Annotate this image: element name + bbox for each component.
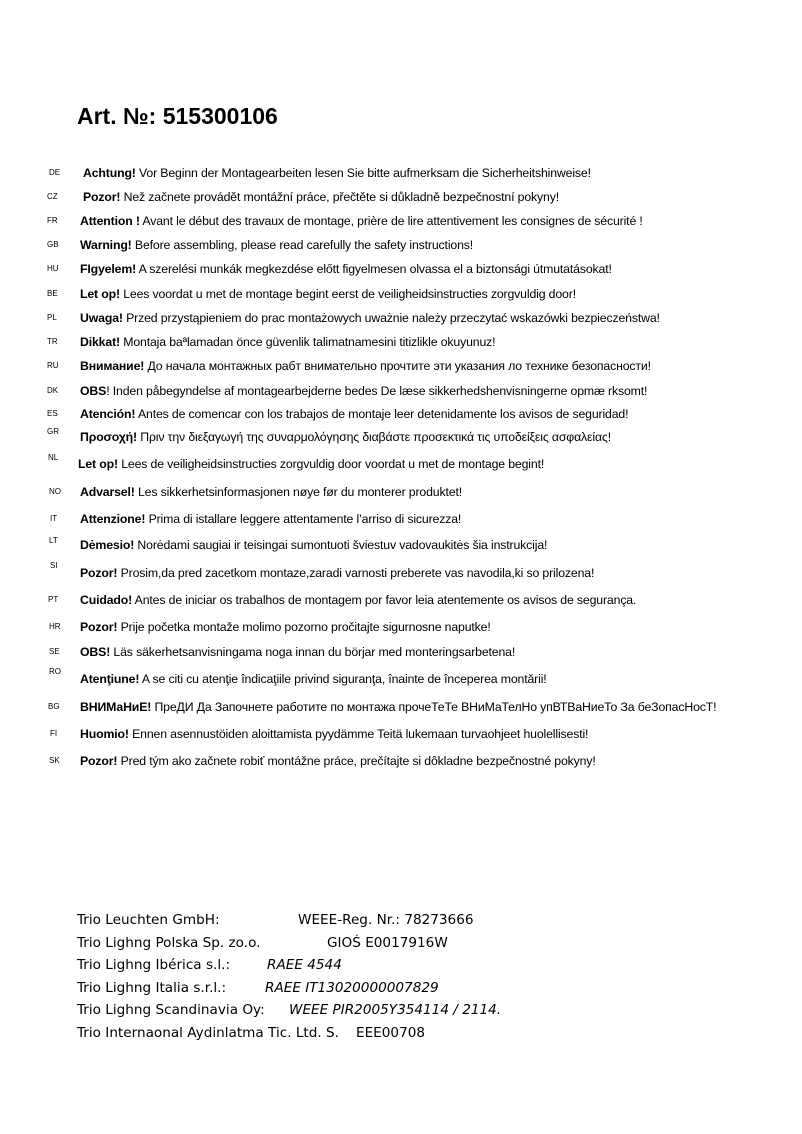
registration-number: GIOŚ E0017916W	[327, 934, 448, 951]
language-code: GR	[47, 427, 59, 436]
warning-text	[80, 335, 495, 349]
warning-message: Przed przystąpieniem do prac montażowych uważnie należy przeczytać wskazówki bezpieczeństwa!	[122, 311, 660, 325]
warning-text	[80, 287, 576, 301]
warning-text	[80, 430, 611, 444]
warning-row-es	[0, 407, 802, 427]
language-code: RO	[49, 667, 61, 676]
warning-row-cz	[0, 190, 802, 210]
warning-row-pt	[0, 593, 802, 613]
language-code: IT	[50, 514, 58, 523]
language-code: RU	[47, 361, 59, 370]
warning-row-hu	[0, 262, 802, 282]
warning-keyword: Cuidado!	[80, 593, 133, 607]
warning-keyword: Pozor!	[80, 754, 118, 768]
warning-text	[80, 262, 612, 276]
warning-row-it	[0, 512, 802, 532]
company-name: Trio Lighng Italia s.r.l.:	[77, 979, 227, 996]
warning-text	[80, 359, 651, 373]
language-code: PT	[48, 595, 59, 604]
warning-message: Vor Beginn der Montagearbeiten lesen Sie bitte aufmerksam die Sicherheitshinweise!	[135, 166, 591, 180]
registration-number: EEE00708	[356, 1024, 426, 1041]
warning-row-si	[0, 561, 802, 586]
warning-message: Prima di istallare leggere attentamente l’arriso di sicurezza!	[145, 512, 462, 526]
warning-row-ro	[0, 667, 802, 692]
warning-text	[80, 593, 636, 607]
warning-text	[80, 727, 588, 741]
warning-text	[78, 457, 544, 471]
warning-message: Les sikkerhetsinformasjonen nøye før du monterer produktet!	[134, 485, 462, 499]
warning-text	[80, 645, 515, 659]
language-code: PL	[47, 313, 57, 322]
warning-keyword: Attenzione!	[80, 512, 146, 526]
warning-message: Avant le début des travaux de montage, prière de lire attentivement les consignes de sécurité !	[139, 214, 643, 228]
warning-row-no	[0, 485, 802, 505]
company-name: Trio Lighng Scandinavia Oy:	[77, 1002, 265, 1018]
warning-message: A se citi cu atenţie îndicaţiile privind siguranţa, înainte de începerea montării!	[139, 672, 547, 686]
warning-keyword: Pozor!	[83, 190, 121, 204]
warning-text	[80, 620, 491, 634]
warning-text	[80, 700, 716, 714]
page-title: Art. №: 515300106	[77, 103, 278, 129]
warning-row-gr	[0, 427, 802, 450]
language-code: HR	[49, 622, 61, 631]
warning-row-tr	[0, 335, 802, 355]
warning-message: Prije početka montaže molimo pozorno pročitajte sigurnosne naputke!	[117, 620, 491, 634]
language-code: HU	[47, 264, 59, 273]
warning-message: A szerelési munkák megkezdése előtt figyelmesen olvassa el a biztonsági útmutatásokat!	[136, 262, 612, 276]
warning-keyword: FIgyelem!	[80, 262, 137, 276]
warning-message: Než začnete provádět montážní práce, přečtěte si důkladně bezpečnostní pokyny!	[120, 190, 559, 204]
warning-row-dk	[0, 384, 802, 404]
warning-text	[83, 190, 559, 204]
warning-message: Antes de iniciar os trabalhos de montagem por favor leia atentemente os avisos de segurança.	[132, 593, 637, 607]
warning-row-fr	[0, 214, 802, 234]
warning-message: До начала монтажных рабт внимательно прочтите эти указания ло технике безопасности!	[144, 359, 651, 373]
company-name: Trio Leuchten GmbH:	[77, 912, 220, 928]
warning-message: Antes de comencar con los trabajos de montaje leer detenidamente los avisos de seguridad!	[135, 407, 629, 421]
warning-text	[80, 214, 643, 228]
language-code: BG	[48, 702, 60, 711]
language-code: ES	[47, 409, 58, 418]
language-code: FR	[47, 216, 58, 225]
warning-text	[80, 566, 594, 580]
warning-message: Montaja baªlamadan önce güvenlik talimatnamesini titizlikle okuyunuz!	[119, 335, 496, 349]
warning-row-ru	[0, 359, 802, 379]
company-name: Trio Lighng Ibérica s.l.:	[77, 957, 231, 973]
warning-message: Lees voordat u met de montage begint eerst de veiligheidsinstructies zorgvuldig door!	[119, 287, 576, 301]
warning-message: Before assembling, please read carefully the safety instructions!	[131, 238, 474, 252]
warning-keyword: Внимание!	[80, 359, 145, 373]
warning-keyword: Attention !	[80, 214, 140, 228]
registration-number: WEEE PIR2005Y354114 / 2114.	[289, 1002, 502, 1018]
registration-number: RAEE 4544	[267, 957, 342, 973]
language-code: NL	[48, 453, 59, 462]
warning-row-de	[0, 166, 802, 186]
registration-number: WEEE-Reg. Nr.: 78273666	[298, 912, 474, 928]
warning-keyword: Achtung!	[83, 166, 136, 180]
company-name: Trio Lighng Polska Sp. zo.o.	[77, 934, 261, 951]
warning-row-hr	[0, 620, 802, 640]
warning-row-fi	[0, 727, 802, 747]
language-code: SE	[49, 647, 60, 656]
warning-keyword: Atención!	[80, 407, 136, 421]
warning-keyword: Pozor!	[80, 620, 118, 634]
registration-number: RAEE IT13020000007829	[265, 979, 439, 996]
warning-keyword: Let op!	[78, 457, 118, 471]
warning-message: Lees de veiligheidsinstructies zorgvuldig door voordat u met de montage begint!	[117, 457, 545, 471]
language-code: FI	[50, 729, 58, 738]
warning-keyword: OBS	[80, 384, 107, 398]
warning-keyword: OBS!	[80, 645, 111, 659]
language-code: NO	[49, 487, 61, 496]
warning-message: Läs säkerhetsanvisningama noga innan du börjar med monteringsarbetena!	[110, 645, 516, 659]
warning-keyword: Warning!	[80, 238, 132, 252]
warning-row-nl	[0, 453, 802, 477]
warning-message: Pred tým ako začnete robiť montážne práce, prečítajte si dôkladne bezpečnostné pokyny!	[117, 754, 596, 768]
warning-text	[80, 485, 462, 499]
warning-message: Norėdami saugiai ir teisingai sumontuoti šviestuv vadovaukitės šia instrukcija!	[134, 538, 548, 552]
language-code: TR	[47, 337, 58, 346]
warning-row-se	[0, 645, 802, 665]
warning-text	[80, 384, 647, 398]
warning-text	[83, 166, 591, 180]
warning-text	[80, 238, 473, 252]
language-code: SK	[49, 756, 60, 765]
warning-keyword: Atenţiune!	[80, 672, 140, 686]
warning-row-sk	[0, 754, 802, 774]
warning-text	[80, 672, 547, 686]
warning-row-be	[0, 287, 802, 307]
warning-keyword: Pozor!	[80, 566, 118, 580]
warning-row-pl	[0, 311, 802, 331]
warning-row-gb	[0, 238, 802, 258]
warning-text	[80, 407, 628, 421]
warning-message: Πριν την διεξαγωγή της συναρμολόγησης διαβάστε προσεκτικά τις υποδείξεις ασφαλείας!	[136, 430, 611, 444]
warning-text	[80, 754, 596, 768]
language-code: DK	[47, 386, 59, 395]
warning-keyword: Huomio!	[80, 727, 129, 741]
warning-keyword: ВНИМаНиЕ!	[80, 700, 152, 714]
warning-row-bg	[0, 700, 802, 720]
warning-keyword: Uwaga!	[80, 311, 123, 325]
language-code: DE	[49, 168, 61, 177]
warning-text	[80, 538, 547, 552]
warning-keyword: Dikkat!	[80, 335, 120, 349]
warning-keyword: Dėmesio!	[80, 538, 135, 552]
language-code: SI	[50, 561, 58, 570]
warning-keyword: Let op!	[80, 287, 120, 301]
language-code: CZ	[47, 192, 58, 201]
warning-message: Prosim,da pred zacetkom montaze,zaradi varnosti preberete vas navodila,ki so prilozena!	[117, 566, 595, 580]
language-code: GB	[47, 240, 59, 249]
warning-text	[80, 512, 461, 526]
warning-message: Ennen asennustöiden aloittamista pyydämme Teitä lukemaan turvaohjeet huolellisesti!	[128, 727, 589, 741]
warning-message: ! Inden påbegyndelse af montagearbejderne bedes De læse sikkerhedshenvisningerne opmæ rksomt!	[106, 384, 648, 398]
language-code: BE	[47, 289, 58, 298]
company-name: Trio Internaonal Aydinlatma Tic. Ltd. S.	[77, 1024, 339, 1041]
warning-row-lt	[0, 538, 802, 558]
warning-text	[80, 311, 660, 325]
warning-keyword: Advarsel!	[80, 485, 135, 499]
warning-keyword: Προσοχή!	[80, 430, 137, 444]
warning-message: ПреДИ Да Започнете работите по монтажа прочеТеТе ВНиМаТелНо упВТВаНиеТо За беЗопасНосТ!	[151, 700, 717, 714]
language-code: LT	[49, 536, 58, 545]
